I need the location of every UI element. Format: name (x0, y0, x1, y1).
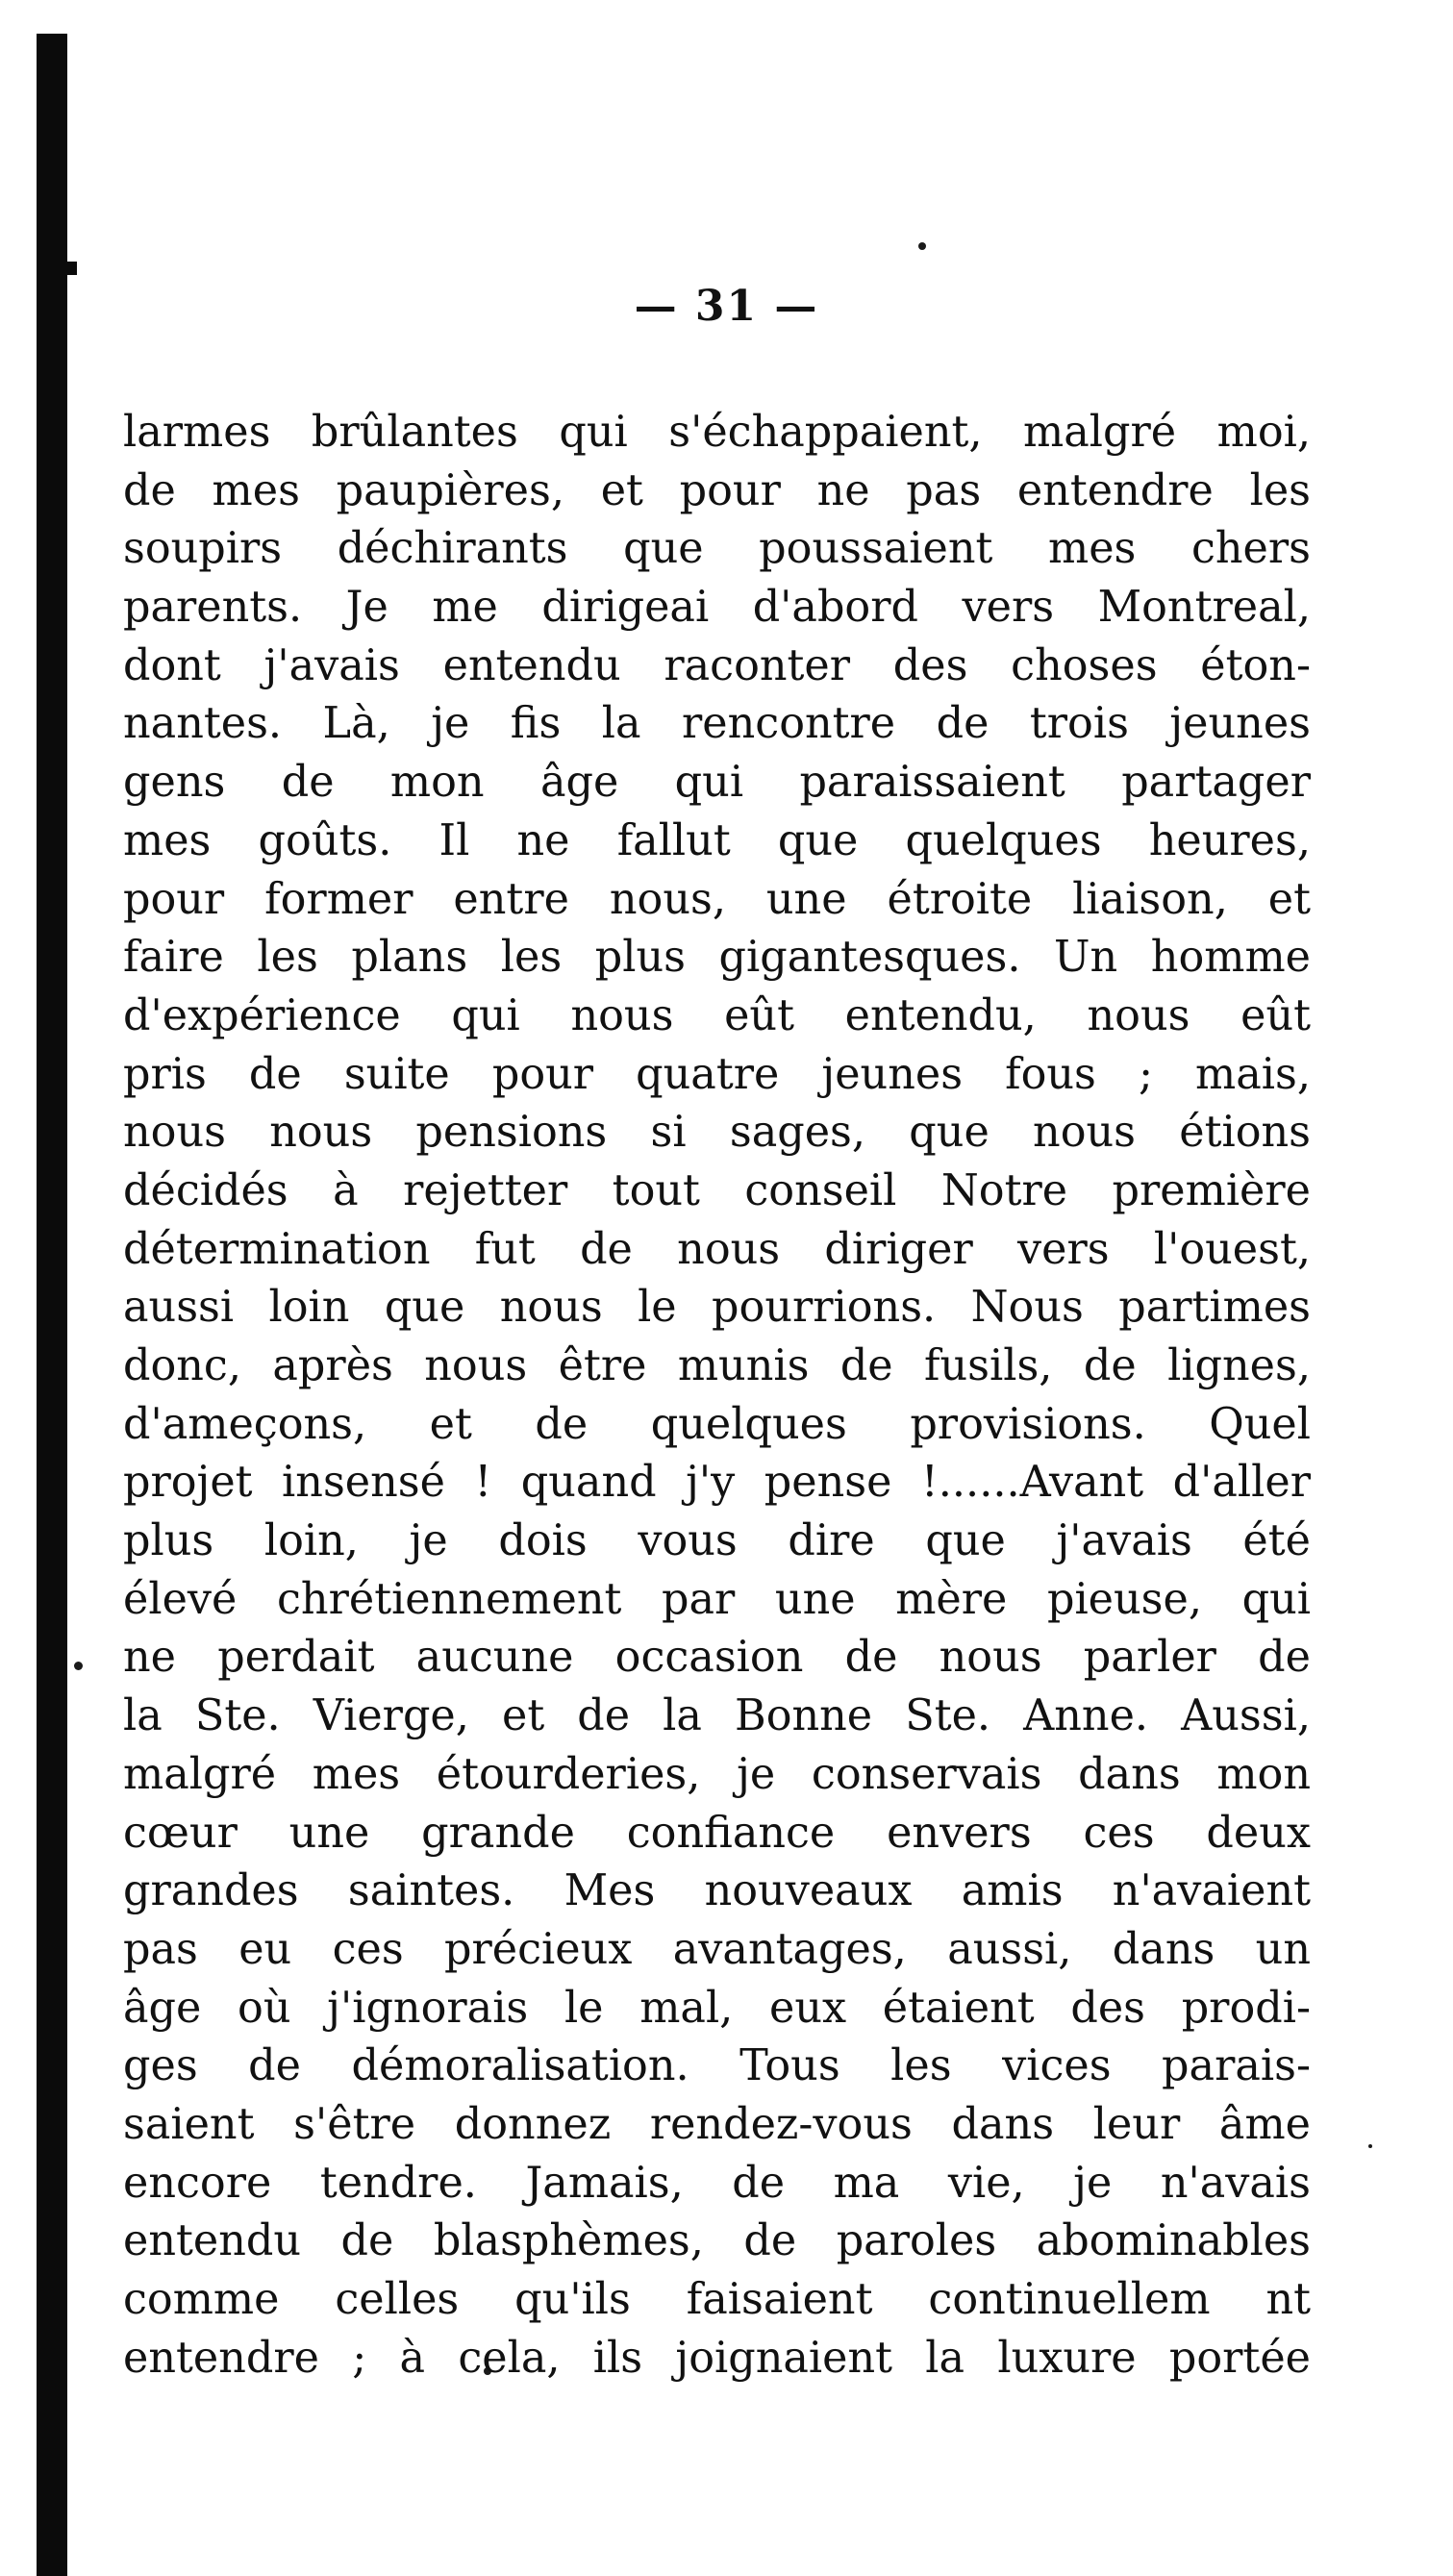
text-line: faire les plans les plus gigantesques. Un homme (123, 933, 1311, 983)
speck-left (74, 1662, 83, 1670)
text-line: d'ameçons, et de quelques provisions. Quel (123, 1399, 1311, 1449)
text-line: d'expérience qui nous eût entendu, nous eût (123, 990, 1311, 1040)
speck-right (1368, 2144, 1372, 2148)
text-line: ges de démoralisation. Tous les vices parais- (123, 2041, 1311, 2091)
text-line: plus loin, je dois vous dire que j'avais été (123, 1516, 1311, 1566)
text-line: soupirs déchirants que poussaient mes chers (123, 524, 1311, 574)
text-line: décidés à rejetter tout conseil Notre première (123, 1165, 1311, 1215)
page-margin-notch (60, 262, 77, 275)
text-line: entendre ; à cela, ils joignaient la luxure portée (123, 2333, 1311, 2383)
text-line: nantes. Là, je fis la rencontre de trois jeunes (123, 699, 1311, 749)
text-line: nous nous pensions si sages, que nous étions (123, 1108, 1311, 1158)
text-line: donc, après nous être munis de fusils, de lignes, (123, 1341, 1311, 1390)
text-line: cœur une grande confiance envers ces deux (123, 1808, 1311, 1858)
text-line: aussi loin que nous le pourrions. Nous partimes (123, 1283, 1311, 1333)
text-line: âge où j'ignorais le mal, eux étaient des prodi- (123, 1983, 1311, 2033)
text-line: pris de suite pour quatre jeunes fous ; mais, (123, 1049, 1311, 1099)
speck-top (918, 242, 926, 250)
text-line: comme celles qu'ils faisaient continuellem nt (123, 2275, 1311, 2324)
text-line: gens de mon âge qui paraissaient partager (123, 758, 1311, 808)
page-number: — 31 — (634, 282, 819, 331)
text-line: pour former entre nous, une étroite liaison, et (123, 874, 1311, 924)
text-line: ne perdait aucune occasion de nous parler de (123, 1633, 1311, 1683)
text-line: la Ste. Vierge, et de la Bonne Ste. Anne. Aussi, (123, 1691, 1311, 1741)
page-margin-shadow (37, 34, 67, 2576)
text-line: détermination fut de nous diriger vers l'ouest, (123, 1224, 1311, 1274)
text-line: entendu de blasphèmes, de paroles abominables (123, 2216, 1311, 2266)
text-line: élevé chrétiennement par une mère pieuse, qui (123, 1574, 1311, 1624)
text-line: grandes saintes. Mes nouveaux amis n'avaient (123, 1866, 1311, 1916)
text-line: de mes paupières, et pour ne pas entendre les (123, 465, 1311, 515)
text-line: parents. Je me dirigeai d'abord vers Montreal, (123, 583, 1311, 633)
text-line: malgré mes étourderies, je conservais dans mon (123, 1749, 1311, 1799)
text-line: pas eu ces précieux avantages, aussi, dans un (123, 1924, 1311, 1974)
text-line: saient s'être donnez rendez-vous dans leur âme (123, 2099, 1311, 2149)
text-line: mes goûts. Il ne fallut que quelques heures, (123, 815, 1311, 865)
body-text (123, 404, 1311, 2388)
text-line: encore tendre. Jamais, de ma vie, je n'avais (123, 2158, 1311, 2208)
text-line: larmes brûlantes qui s'échappaient, malgré moi, (123, 408, 1311, 457)
text-line: dont j'avais entendu raconter des choses éton- (123, 640, 1311, 690)
text-line: projet insensé ! quand j'y pense !......Avant d'aller (123, 1458, 1311, 1508)
